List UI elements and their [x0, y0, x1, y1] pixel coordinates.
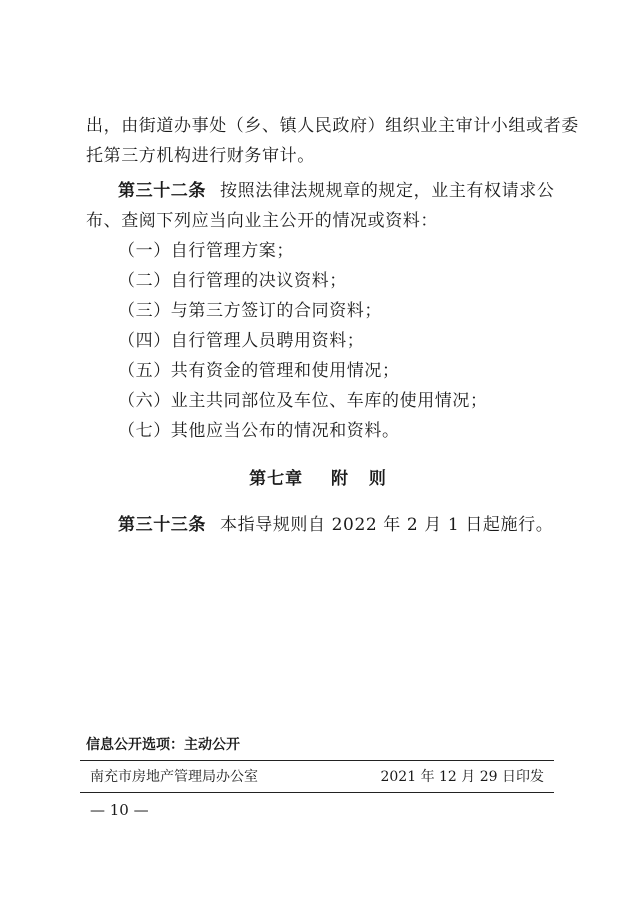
article-32-line-2: 布、查阅下列应当向业主公开的情况或资料： [86, 211, 438, 231]
chapter-title-char-2: 则 [368, 469, 387, 489]
list-item: （三）与第三方签订的合同资料； [118, 301, 382, 321]
article-33-label: 第三十三条 [118, 515, 206, 535]
article-33-line [118, 515, 588, 535]
article-32-label: 第三十二条 [118, 181, 206, 201]
article-32-text-1: 按照法律法规规章的规定，业主有权请求公 [220, 181, 555, 201]
list-item: （二）自行管理的决议资料； [118, 271, 347, 291]
list-item: （六）业主共同部位及车位、车库的使用情况； [118, 391, 488, 411]
list-item: （四）自行管理人员聘用资料； [118, 331, 365, 351]
issue-date: 2021 年 12 月 29 日印发 [380, 769, 544, 785]
list-item: （五）共有资金的管理和使用情况； [118, 361, 400, 381]
issuer-name: 南充市房地产管理局办公室 [90, 769, 258, 785]
article-33-text: 本指导规则自 2022 年 2 月 1 日起施行。 [220, 515, 554, 535]
page-number: — 10 — [90, 801, 149, 819]
list-item: （一）自行管理方案； [118, 241, 294, 261]
disclosure-option: 信息公开选项：主动公开 [86, 737, 240, 753]
chapter-heading [0, 468, 636, 490]
footer-top-rule [80, 760, 554, 761]
list-item: （七）其他应当公布的情况和资料。 [118, 421, 400, 441]
body-line-1: 出，由街道办事处（乡、镇人民政府）组织业主审计小组或者委 [86, 116, 579, 136]
article-32-line-1 [118, 181, 588, 201]
chapter-title-char-1: 附 [331, 469, 349, 489]
footer-issuer-row [90, 768, 544, 786]
chapter-number: 第七章 [249, 469, 304, 489]
footer-bottom-rule [80, 792, 554, 793]
body-line-2: 托第三方机构进行财务审计。 [86, 146, 315, 166]
